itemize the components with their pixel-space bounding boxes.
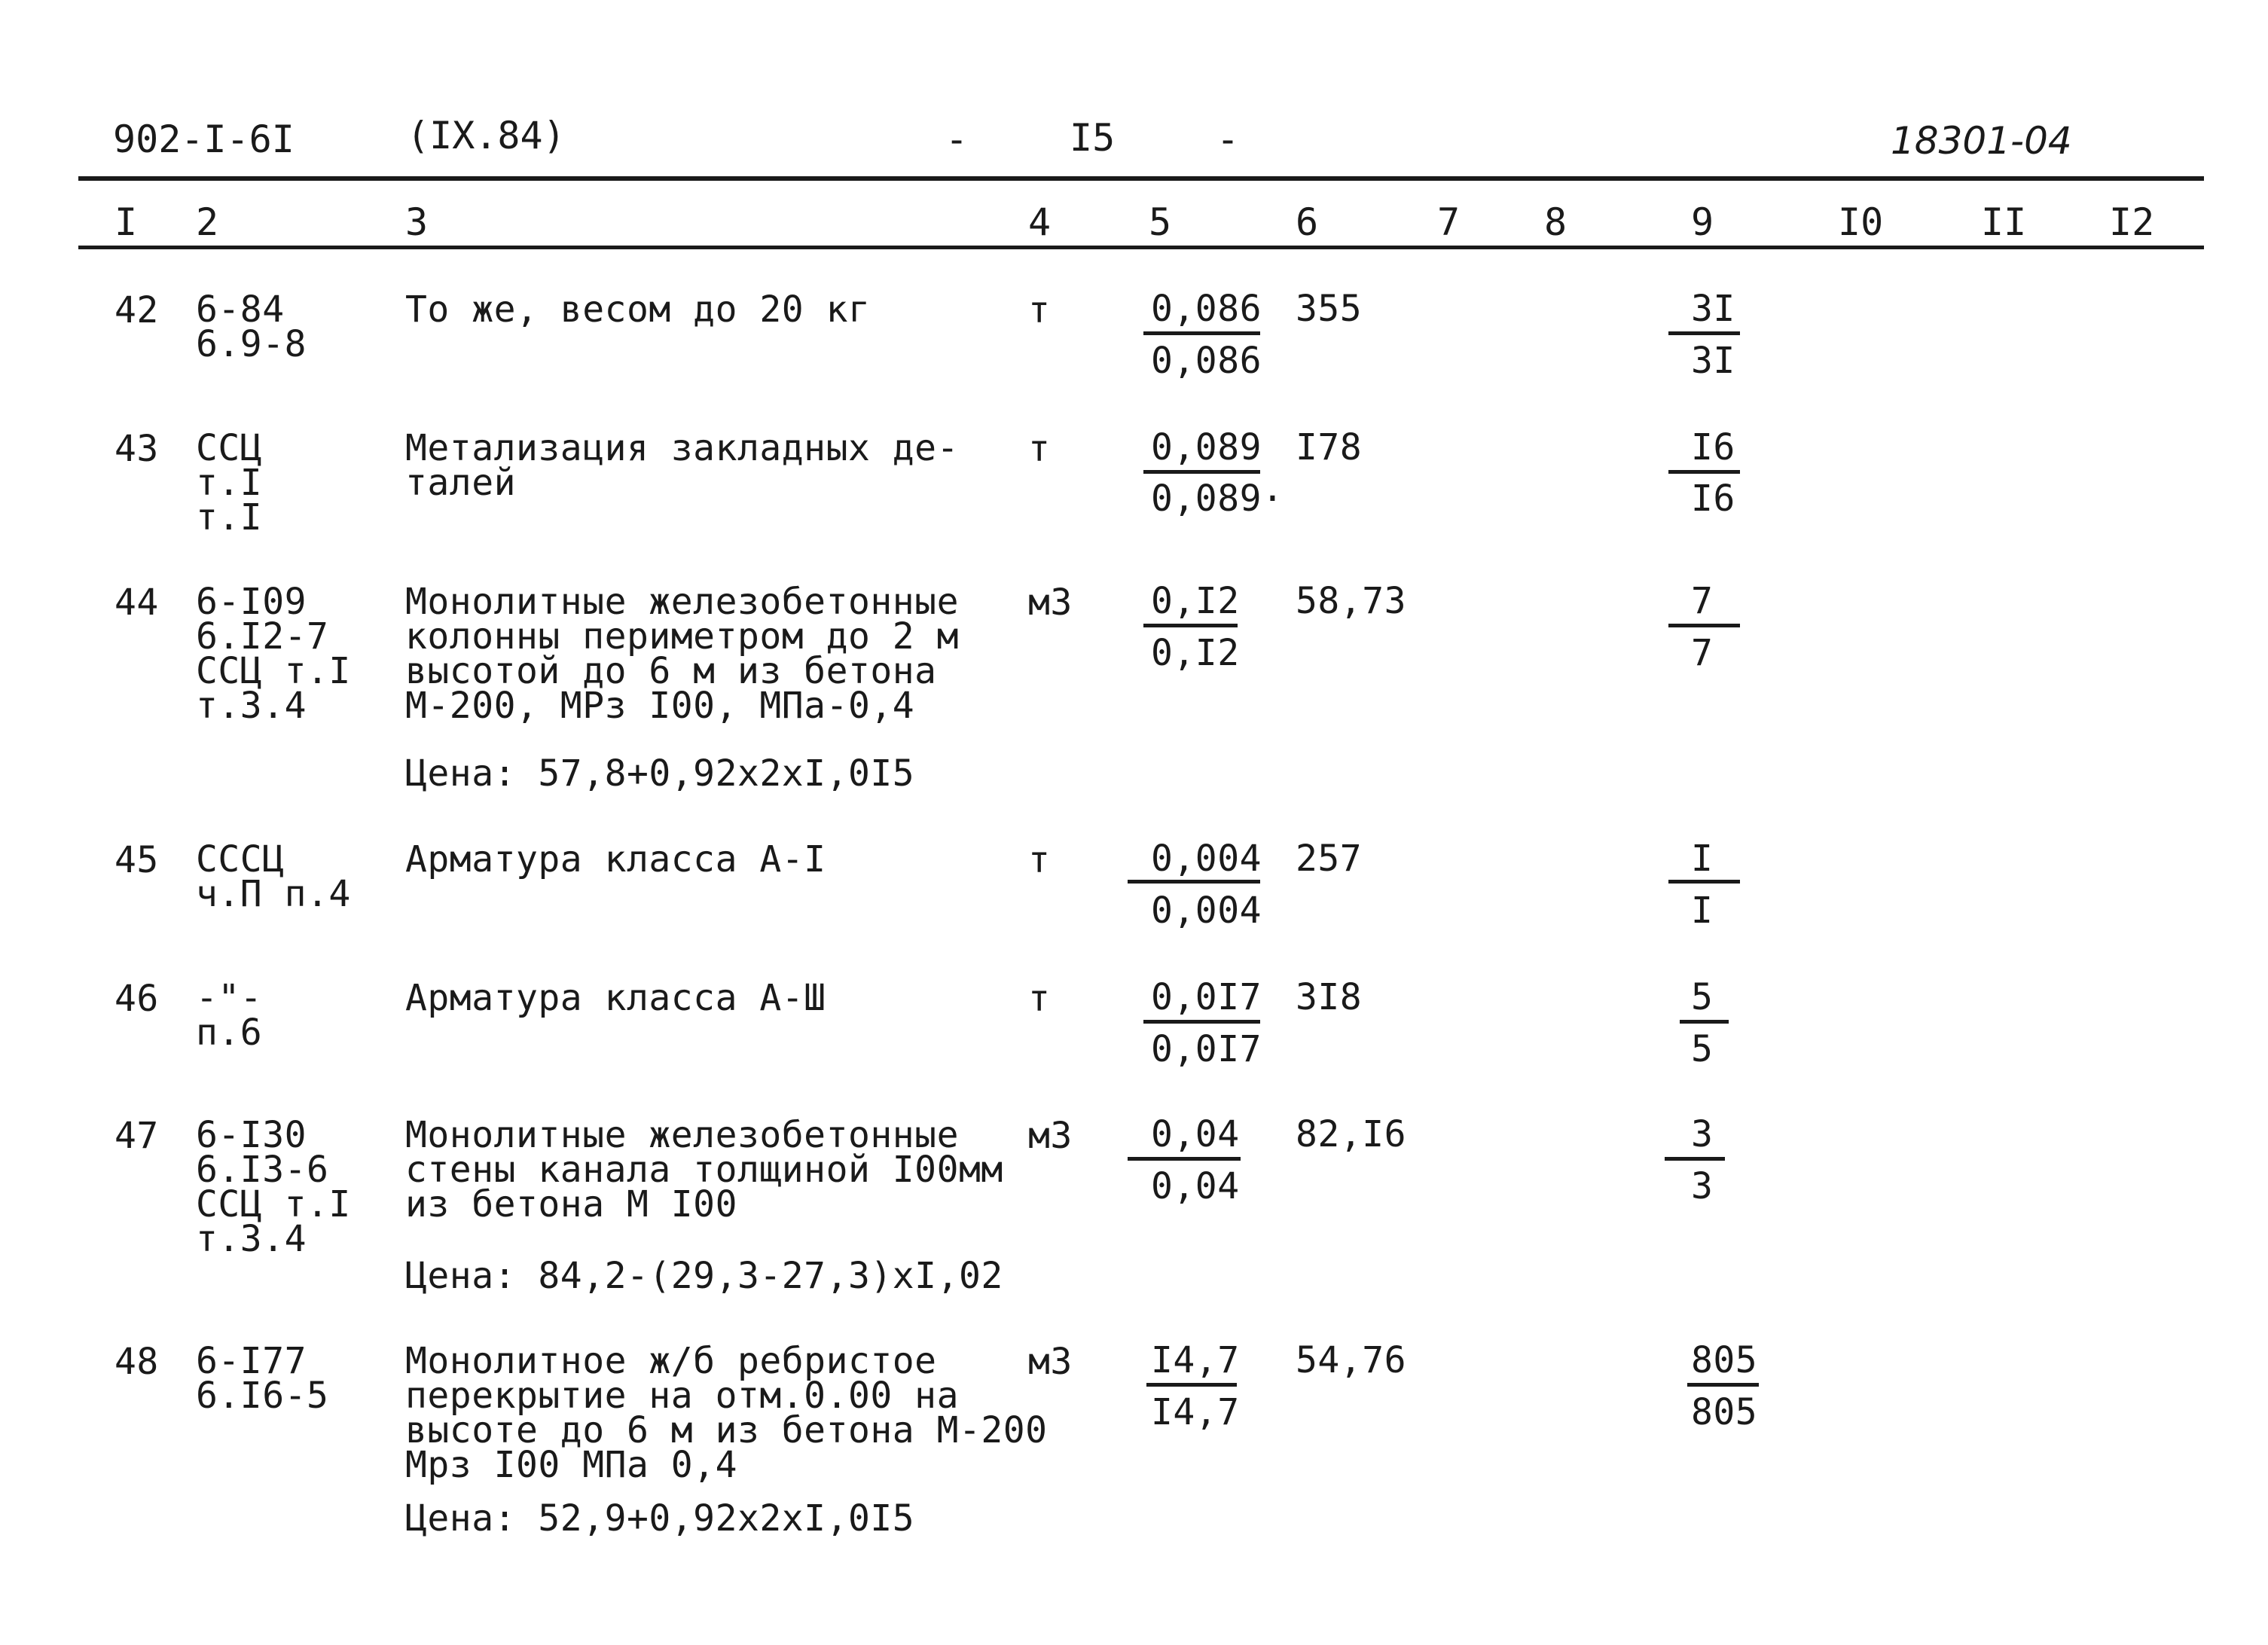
column-header-8: 8 [1544,200,1567,244]
column-header-7: 7 [1437,200,1461,244]
qty-fraction-line [1143,1020,1260,1024]
row-cost-top: 3I [1691,288,1735,330]
column-header-10: I0 [1838,200,1884,244]
row-price-note: Цена: 57,8+0,92х2хI,0I5 [405,752,915,795]
row-qty-bottom: 0,04 [1151,1165,1240,1207]
row-description: Монолитное ж/б ребристое перекрытие на отм.0.00 на высоте до 6 м из бетона М-200 Мрз I00 МПа 0,4 [405,1340,1048,1486]
header-rule [78,246,2204,249]
row-cost-bottom: 3 [1691,1165,1714,1207]
row-code: 6-I77 6.I6-5 [196,1340,329,1417]
column-header-5: 5 [1149,200,1172,244]
header-dash-left: - [945,118,969,161]
row-price: 82,I6 [1296,1113,1406,1155]
row-cost-top: 805 [1691,1339,1758,1381]
row-code: СССЦ ч.П п.4 [196,838,351,915]
album-code: 18301-04 [1891,119,2072,163]
row-cost-top: I6 [1691,426,1735,468]
column-header-11: II [1981,200,2027,244]
row-price-note: Цена: 52,9+0,92х2хI,0I5 [405,1497,915,1540]
row-cost-bottom: 805 [1691,1391,1758,1433]
row-description: Монолитные железобетонные колонны периметром до 2 м высотой до 6 м из бетона М-200, МРз I00, МПа-0,4 [405,581,959,727]
row-cost-top: 3 [1691,1113,1714,1155]
row-qty-bottom: 0,089· [1151,478,1284,520]
row-cost-bottom: I6 [1691,478,1735,520]
row-number: 45 [114,839,159,881]
cost-fraction-line [1687,1383,1759,1387]
row-unit: т [1028,289,1051,331]
qty-fraction-line [1128,880,1260,884]
qty-fraction-line [1128,1157,1241,1161]
row-qty-bottom: I4,7 [1151,1391,1240,1433]
cost-fraction-line [1668,624,1740,627]
column-header-3: 3 [405,200,429,244]
row-qty-top: 0,086 [1151,288,1262,330]
cost-fraction-line [1668,331,1740,335]
top-rule [78,176,2204,181]
doc-code: 902-I-6I [113,118,295,161]
row-number: 48 [114,1341,159,1383]
column-header-9: 9 [1691,200,1714,244]
column-header-12: I2 [2109,200,2155,244]
row-code: 6-I30 6.I3-6 ССЦ т.I т.3.4 [196,1114,351,1260]
cost-fraction-line [1668,470,1740,474]
row-qty-top: 0,0I7 [1151,976,1262,1018]
row-unit: м3 [1028,1341,1073,1383]
row-description: Арматура класса А-Ш [405,977,826,1019]
row-description: Метализация закладных де- талей [405,427,959,504]
row-cost-top: 7 [1691,580,1714,622]
row-cost-bottom: 7 [1691,632,1714,674]
row-qty-top: 0,I2 [1151,580,1240,622]
row-qty-top: 0,004 [1151,838,1262,880]
row-code: 6-I09 6.I2-7 ССЦ т.I т.3.4 [196,581,351,727]
row-code: -"- п.6 [196,977,263,1054]
row-number: 46 [114,978,159,1020]
row-number: 43 [114,428,159,470]
row-price-note: Цена: 84,2-(29,3-27,3)хI,02 [405,1255,1003,1297]
row-qty-top: 0,04 [1151,1113,1240,1155]
cost-fraction-line [1668,880,1740,884]
row-number: 47 [114,1115,159,1157]
row-description: Арматура класса А-I [405,838,826,880]
column-header-2: 2 [196,200,219,244]
qty-fraction-line [1143,331,1260,335]
row-unit: м3 [1028,1115,1073,1157]
page-number: I5 [1070,116,1116,160]
qty-fraction-line [1143,470,1260,474]
row-cost-top: 5 [1691,976,1714,1018]
cost-fraction-line [1665,1157,1725,1161]
row-unit: т [1028,428,1051,470]
row-price: 3I8 [1296,976,1363,1018]
row-qty-bottom: 0,086 [1151,340,1262,382]
row-price: 54,76 [1296,1339,1406,1381]
qty-fraction-line [1146,1383,1237,1387]
row-cost-bottom: 3I [1691,340,1735,382]
row-unit: м3 [1028,581,1073,624]
column-header-6: 6 [1296,200,1319,244]
row-description: Монолитные железобетонные стены канала толщиной I00мм из бетона М I00 [405,1114,1003,1225]
row-price: 355 [1296,288,1363,330]
qty-fraction-line [1143,624,1238,627]
row-unit: т [1028,978,1051,1020]
row-qty-top: 0,089 [1151,426,1262,468]
row-number: 44 [114,581,159,624]
row-cost-bottom: 5 [1691,1028,1714,1070]
column-header-1: I [114,200,138,244]
row-price: 257 [1296,838,1363,880]
row-code: ССЦ т.I т.I [196,427,263,539]
row-qty-top: I4,7 [1151,1339,1240,1381]
row-code: 6-84 6.9-8 [196,288,307,365]
cost-fraction-line [1680,1020,1729,1024]
row-price: I78 [1296,426,1363,468]
column-header-4: 4 [1028,200,1052,244]
row-qty-bottom: 0,I2 [1151,632,1240,674]
row-unit: т [1028,839,1051,881]
header-dash-right: - [1216,118,1240,161]
date-code: (IX.84) [407,114,566,157]
row-qty-bottom: 0,004 [1151,890,1262,932]
row-qty-bottom: 0,0I7 [1151,1028,1262,1070]
row-cost-top: I [1691,838,1714,880]
row-cost-bottom: I [1691,890,1714,932]
row-number: 42 [114,289,159,331]
row-price: 58,73 [1296,580,1406,622]
row-description: То же, весом до 20 кг [405,288,871,331]
